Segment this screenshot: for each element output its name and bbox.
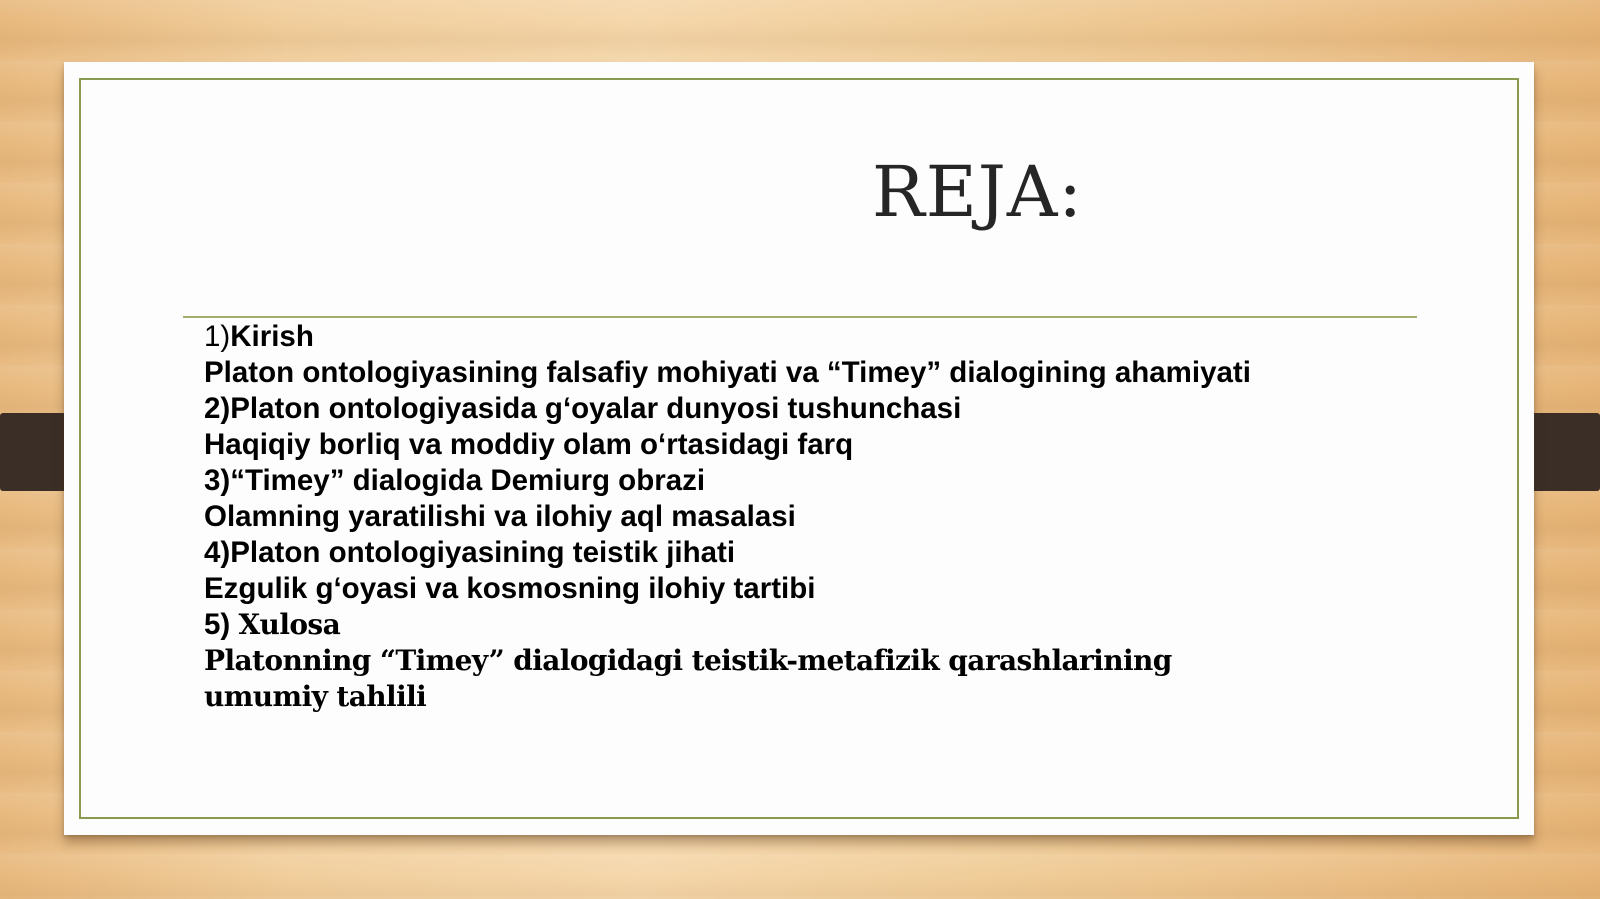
plan-item-3-subtitle: Olamning yaratilishi va ilohiy aql masalasi bbox=[204, 500, 796, 533]
plan-item-4-subtitle: Ezgulik g‘oyasi va kosmosning ilohiy tartibi bbox=[204, 572, 816, 605]
plan-item-1-subtitle: Platon ontologiyasining falsafiy mohiyati va “Timey” dialogining ahamiyati bbox=[204, 356, 1251, 389]
plan-item-5-subtitle-line-2: umumiy tahlili bbox=[204, 680, 427, 713]
plan-item-2-subtitle: Haqiqiy borliq va moddiy olam o‘rtasidagi farq bbox=[204, 428, 854, 461]
plan-item-3-heading: 3)“Timey” dialogida Demiurg obrazi bbox=[204, 464, 706, 497]
plan-item-1-heading bbox=[204, 319, 1384, 355]
plan-item-5-title: Xulosa bbox=[238, 608, 341, 641]
plan-item-5-number: 5) bbox=[204, 608, 239, 641]
plan-item-1-number: 1) bbox=[204, 320, 231, 353]
plan-item-4-heading: 4)Platon ontologiyasining teistik jihati bbox=[204, 536, 736, 569]
slide-card bbox=[64, 62, 1534, 835]
plan-item-5-heading bbox=[204, 607, 1384, 643]
plan-item-5-subtitle-line-1: Platonning “Timey” dialogidagi teistik-metafizik qarashlarining bbox=[204, 644, 1172, 677]
title-divider bbox=[183, 316, 1417, 318]
plan-item-2-heading: 2)Platon ontologiyasida g‘oyalar dunyosi tushunchasi bbox=[204, 392, 962, 425]
plan-item-1-title: Kirish bbox=[230, 320, 314, 353]
slide-title: REJA: bbox=[872, 151, 1084, 233]
plan-list bbox=[204, 319, 1384, 715]
